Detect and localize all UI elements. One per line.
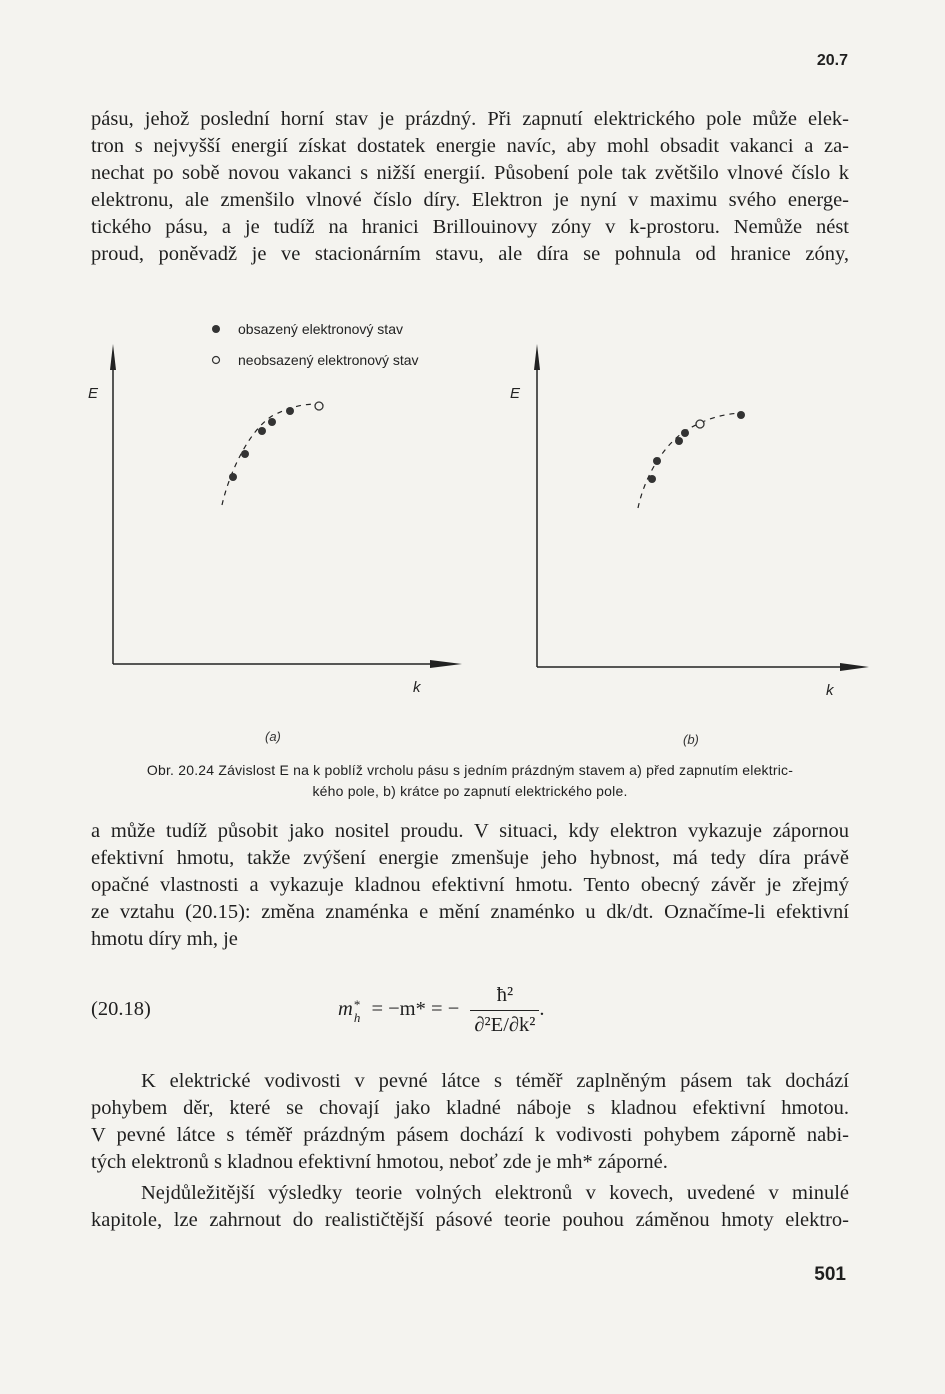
state-filled	[241, 450, 249, 458]
text-line: hmotu díry mh, je	[91, 928, 238, 950]
legend-filled-marker	[212, 325, 220, 333]
text-line: pohybem děr, které se chovají jako kladné náboje s kladnou efektivní hmotou.	[91, 1097, 849, 1119]
panel-a	[88, 344, 462, 744]
state-filled	[286, 407, 294, 415]
text-line: proud, poněvadž je ve stacionárním stavu, ale díra se pohnula od hranice zóny,	[91, 243, 849, 265]
text-line: efektivní hmotu, takže zvýšení energie zmenšuje jeho hybnost, má tedy díra právě	[91, 847, 849, 869]
state-filled	[229, 473, 237, 481]
legend-empty-marker	[213, 357, 220, 364]
paragraph-3	[91, 1068, 849, 1176]
text-line: ze vztahu (20.15): změna znaménka e mění znaménko u dk/dt. Označíme-li efektivní	[91, 901, 849, 923]
legend-filled-label: obsazený elektronový stav	[238, 321, 403, 337]
figure-caption	[92, 760, 848, 802]
panel-label: (b)	[683, 732, 699, 747]
y-axis-arrow	[534, 344, 540, 370]
paragraph-4	[91, 1180, 849, 1234]
text-line: tického pásu, a je tudíž na hranici Brillouinovy zóny v k-prostoru. Nemůže nést	[91, 216, 849, 238]
legend	[212, 321, 419, 368]
x-axis-arrow	[840, 663, 869, 671]
state-empty	[315, 402, 323, 410]
equation-numerator: ħ²	[496, 984, 514, 1006]
panel-label: (a)	[265, 729, 281, 744]
state-filled	[653, 457, 661, 465]
x-axis-label: k	[413, 679, 421, 696]
paragraph-2	[91, 818, 849, 953]
caption-line: Obr. 20.24 Závislost E na k poblíž vrcholu pásu s jedním prázdným stavem a) před zapnutím elektric-	[146, 762, 794, 778]
text-line: tých elektronů s kladnou efektivní hmotou, neboť zde je mh* záporné.	[91, 1151, 668, 1173]
y-axis-label: E	[88, 385, 99, 402]
equation-lhs: m	[338, 998, 353, 1021]
state-filled	[681, 429, 689, 437]
equation	[338, 984, 545, 1037]
text-line: K elektrické vodivosti v pevné látce s téměř zaplněným pásem tak dochází	[141, 1070, 849, 1092]
x-axis-arrow	[430, 660, 462, 668]
text-line: kapitole, lze zahrnout do realističtější pásové teorie pouhou záměnou hmoty elektro-	[91, 1209, 849, 1231]
state-filled	[258, 427, 266, 435]
state-filled	[675, 437, 683, 445]
panel-b	[510, 344, 869, 747]
text-line: elektronu, ale zmenšilo vlnové číslo díry. Elektron je nyní v maximu svého energe-	[91, 189, 849, 211]
text-line: V pevné látce s téměř prázdným pásem dochází k vodivosti pohybem záporně nabi-	[91, 1124, 849, 1146]
state-filled	[268, 418, 276, 426]
paragraph-1	[91, 106, 849, 268]
caption-line: kého pole, b) krátce po zapnutí elektrického pole.	[312, 783, 628, 799]
y-axis-label: E	[510, 385, 521, 402]
equation-fraction	[470, 984, 539, 1037]
text-line: Nejdůležitější výsledky teorie volných elektronů v kovech, uvedené v minulé	[141, 1182, 849, 1204]
text-line: a může tudíž působit jako nositel proudu. V situaci, kdy elektron vykazuje zápornou	[91, 820, 849, 842]
text-line: pásu, jehož poslední horní stav je prázdný. Při zapnutí elektrického pole může elek-	[91, 108, 849, 130]
text-line: opačné vlastnosti a vykazuje kladnou efektivní hmotu. Tento obecný závěr je zřejmý	[91, 874, 849, 896]
state-filled	[737, 411, 745, 419]
equation-number: (20.18)	[91, 998, 151, 1020]
y-axis-arrow	[110, 344, 116, 370]
page-number: 501	[814, 1264, 846, 1285]
equation-end: .	[539, 998, 545, 1021]
figure-20-24	[0, 300, 945, 755]
legend-empty-label: neobsazený elektronový stav	[238, 352, 419, 368]
section-number: 20.7	[816, 52, 848, 69]
equation-lhs-sub: h	[353, 1009, 361, 1025]
text-line: nechat po sobě novou vakanci s nižší energií. Působení pole tak zvětšilo vlnové číslo k	[91, 162, 849, 184]
text-line: tron s nejvyšší energií získat dostatek energie navíc, aby mohl obsadit vakanci a za-	[91, 135, 849, 157]
x-axis-label: k	[826, 682, 834, 699]
equation-lhs-sup: *	[353, 996, 361, 1012]
state-empty	[696, 420, 704, 428]
equation-denominator: ∂²E/∂k²	[470, 1010, 539, 1037]
equation-middle: = −m* = −	[371, 998, 460, 1021]
state-filled	[648, 475, 656, 483]
